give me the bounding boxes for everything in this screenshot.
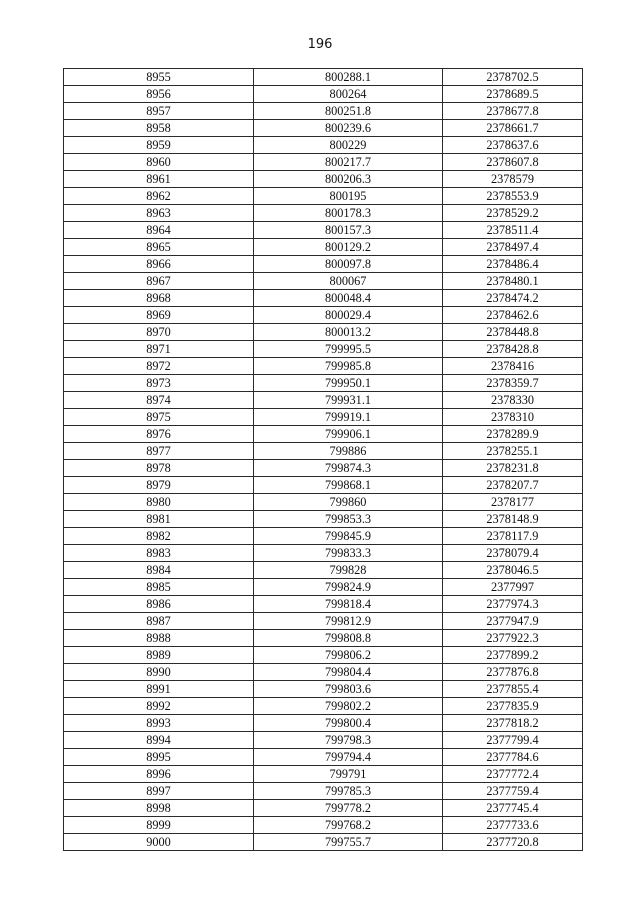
point-number-cell: 8955: [64, 69, 254, 86]
table-row: [64, 273, 583, 290]
x-coordinate-cell: 799812.9: [254, 613, 443, 630]
y-coordinate-cell: 2378231.8: [443, 460, 583, 477]
point-number-cell: 8957: [64, 103, 254, 120]
table-row: [64, 256, 583, 273]
point-number-cell: 8981: [64, 511, 254, 528]
y-coordinate-cell: 2378330: [443, 392, 583, 409]
x-coordinate-cell: 800097.8: [254, 256, 443, 273]
y-coordinate-cell: 2378359.7: [443, 375, 583, 392]
point-number-cell: 8983: [64, 545, 254, 562]
point-number-cell: 8972: [64, 358, 254, 375]
point-number-cell: 8985: [64, 579, 254, 596]
table-row: [64, 171, 583, 188]
table-row: [64, 528, 583, 545]
point-number-cell: 8986: [64, 596, 254, 613]
y-coordinate-cell: 2378255.1: [443, 443, 583, 460]
table-row: [64, 154, 583, 171]
y-coordinate-cell: 2378310: [443, 409, 583, 426]
table-row: [64, 443, 583, 460]
x-coordinate-cell: 800288.1: [254, 69, 443, 86]
point-number-cell: 8965: [64, 239, 254, 256]
table-row: [64, 120, 583, 137]
y-coordinate-cell: 2377835.9: [443, 698, 583, 715]
x-coordinate-cell: 799995.5: [254, 341, 443, 358]
x-coordinate-cell: 799828: [254, 562, 443, 579]
table-row: [64, 307, 583, 324]
table-row: [64, 562, 583, 579]
x-coordinate-cell: 799806.2: [254, 647, 443, 664]
x-coordinate-cell: 800129.2: [254, 239, 443, 256]
x-coordinate-cell: 799824.9: [254, 579, 443, 596]
table-row: [64, 681, 583, 698]
table-row: [64, 647, 583, 664]
point-number-cell: 8963: [64, 205, 254, 222]
y-coordinate-cell: 2378207.7: [443, 477, 583, 494]
point-number-cell: 8994: [64, 732, 254, 749]
x-coordinate-cell: 799794.4: [254, 749, 443, 766]
table-row: [64, 834, 583, 851]
y-coordinate-cell: 2378117.9: [443, 528, 583, 545]
point-number-cell: 8998: [64, 800, 254, 817]
table-row: [64, 392, 583, 409]
x-coordinate-cell: 799845.9: [254, 528, 443, 545]
x-coordinate-cell: 799755.7: [254, 834, 443, 851]
point-number-cell: 8988: [64, 630, 254, 647]
table-row: [64, 511, 583, 528]
point-number-cell: 8980: [64, 494, 254, 511]
point-number-cell: 8975: [64, 409, 254, 426]
y-coordinate-cell: 2378079.4: [443, 545, 583, 562]
x-coordinate-cell: 800067: [254, 273, 443, 290]
y-coordinate-cell: 2378177: [443, 494, 583, 511]
x-coordinate-cell: 800048.4: [254, 290, 443, 307]
y-coordinate-cell: 2377772.4: [443, 766, 583, 783]
y-coordinate-cell: 2378702.5: [443, 69, 583, 86]
table-body: [64, 69, 583, 851]
y-coordinate-cell: 2378661.7: [443, 120, 583, 137]
x-coordinate-cell: 800264: [254, 86, 443, 103]
point-number-cell: 8974: [64, 392, 254, 409]
y-coordinate-cell: 2377733.6: [443, 817, 583, 834]
table-row: [64, 86, 583, 103]
x-coordinate-cell: 799818.4: [254, 596, 443, 613]
y-coordinate-cell: 2378148.9: [443, 511, 583, 528]
table-row: [64, 766, 583, 783]
table-row: [64, 698, 583, 715]
table-row: [64, 596, 583, 613]
x-coordinate-cell: 800157.3: [254, 222, 443, 239]
table-row: [64, 324, 583, 341]
point-number-cell: 8977: [64, 443, 254, 460]
x-coordinate-cell: 799950.1: [254, 375, 443, 392]
y-coordinate-cell: 2378637.6: [443, 137, 583, 154]
y-coordinate-cell: 2378689.5: [443, 86, 583, 103]
coordinates-table: [63, 68, 583, 851]
point-number-cell: 8962: [64, 188, 254, 205]
y-coordinate-cell: 2377922.3: [443, 630, 583, 647]
y-coordinate-cell: 2377745.4: [443, 800, 583, 817]
x-coordinate-cell: 799808.8: [254, 630, 443, 647]
x-coordinate-cell: 799798.3: [254, 732, 443, 749]
table-row: [64, 69, 583, 86]
table-row: [64, 715, 583, 732]
point-number-cell: 8959: [64, 137, 254, 154]
table-row: [64, 545, 583, 562]
point-number-cell: 8982: [64, 528, 254, 545]
x-coordinate-cell: 799874.3: [254, 460, 443, 477]
table-row: [64, 341, 583, 358]
table-row: [64, 409, 583, 426]
y-coordinate-cell: 2377855.4: [443, 681, 583, 698]
x-coordinate-cell: 799868.1: [254, 477, 443, 494]
x-coordinate-cell: 800013.2: [254, 324, 443, 341]
point-number-cell: 8976: [64, 426, 254, 443]
point-number-cell: 8996: [64, 766, 254, 783]
x-coordinate-cell: 800206.3: [254, 171, 443, 188]
table-row: [64, 783, 583, 800]
y-coordinate-cell: 2377720.8: [443, 834, 583, 851]
table-row: [64, 222, 583, 239]
y-coordinate-cell: 2378497.4: [443, 239, 583, 256]
x-coordinate-cell: 799906.1: [254, 426, 443, 443]
y-coordinate-cell: 2377997: [443, 579, 583, 596]
table-row: [64, 749, 583, 766]
y-coordinate-cell: 2377899.2: [443, 647, 583, 664]
y-coordinate-cell: 2378289.9: [443, 426, 583, 443]
point-number-cell: 8997: [64, 783, 254, 800]
point-number-cell: 8973: [64, 375, 254, 392]
x-coordinate-cell: 799791: [254, 766, 443, 783]
x-coordinate-cell: 799804.4: [254, 664, 443, 681]
y-coordinate-cell: 2378046.5: [443, 562, 583, 579]
x-coordinate-cell: 799853.3: [254, 511, 443, 528]
point-number-cell: 8958: [64, 120, 254, 137]
point-number-cell: 8956: [64, 86, 254, 103]
y-coordinate-cell: 2377876.8: [443, 664, 583, 681]
x-coordinate-cell: 800178.3: [254, 205, 443, 222]
table-row: [64, 460, 583, 477]
y-coordinate-cell: 2377799.4: [443, 732, 583, 749]
point-number-cell: 8971: [64, 341, 254, 358]
point-number-cell: 8978: [64, 460, 254, 477]
point-number-cell: 8964: [64, 222, 254, 239]
table-row: [64, 239, 583, 256]
x-coordinate-cell: 799802.2: [254, 698, 443, 715]
point-number-cell: 8989: [64, 647, 254, 664]
point-number-cell: 8995: [64, 749, 254, 766]
x-coordinate-cell: 800239.6: [254, 120, 443, 137]
y-coordinate-cell: 2378480.1: [443, 273, 583, 290]
x-coordinate-cell: 799800.4: [254, 715, 443, 732]
y-coordinate-cell: 2378579: [443, 171, 583, 188]
y-coordinate-cell: 2378553.9: [443, 188, 583, 205]
y-coordinate-cell: 2377759.4: [443, 783, 583, 800]
table-row: [64, 375, 583, 392]
table-row: [64, 613, 583, 630]
x-coordinate-cell: 799985.8: [254, 358, 443, 375]
table-row: [64, 205, 583, 222]
point-number-cell: 8966: [64, 256, 254, 273]
y-coordinate-cell: 2378607.8: [443, 154, 583, 171]
x-coordinate-cell: 799803.6: [254, 681, 443, 698]
point-number-cell: 8967: [64, 273, 254, 290]
table-row: [64, 630, 583, 647]
y-coordinate-cell: 2378474.2: [443, 290, 583, 307]
point-number-cell: 8960: [64, 154, 254, 171]
y-coordinate-cell: 2378677.8: [443, 103, 583, 120]
y-coordinate-cell: 2377947.9: [443, 613, 583, 630]
table-row: [64, 426, 583, 443]
point-number-cell: 8991: [64, 681, 254, 698]
table-row: [64, 664, 583, 681]
table-row: [64, 137, 583, 154]
x-coordinate-cell: 799919.1: [254, 409, 443, 426]
table-row: [64, 290, 583, 307]
point-number-cell: 8961: [64, 171, 254, 188]
point-number-cell: 8968: [64, 290, 254, 307]
point-number-cell: 8999: [64, 817, 254, 834]
point-number-cell: 8990: [64, 664, 254, 681]
point-number-cell: 8993: [64, 715, 254, 732]
y-coordinate-cell: 2378416: [443, 358, 583, 375]
y-coordinate-cell: 2378511.4: [443, 222, 583, 239]
point-number-cell: 8969: [64, 307, 254, 324]
x-coordinate-cell: 799785.3: [254, 783, 443, 800]
page-number: 196: [307, 37, 333, 52]
y-coordinate-cell: 2378529.2: [443, 205, 583, 222]
table-row: [64, 477, 583, 494]
point-number-cell: 8979: [64, 477, 254, 494]
table-row: [64, 817, 583, 834]
point-number-cell: 8987: [64, 613, 254, 630]
table-row: [64, 732, 583, 749]
y-coordinate-cell: 2378428.8: [443, 341, 583, 358]
x-coordinate-cell: 800217.7: [254, 154, 443, 171]
y-coordinate-cell: 2377818.2: [443, 715, 583, 732]
x-coordinate-cell: 800195: [254, 188, 443, 205]
table-row: [64, 494, 583, 511]
y-coordinate-cell: 2377974.3: [443, 596, 583, 613]
table-row: [64, 579, 583, 596]
x-coordinate-cell: 799768.2: [254, 817, 443, 834]
x-coordinate-cell: 799931.1: [254, 392, 443, 409]
point-number-cell: 8992: [64, 698, 254, 715]
point-number-cell: 8970: [64, 324, 254, 341]
table-row: [64, 800, 583, 817]
y-coordinate-cell: 2378462.6: [443, 307, 583, 324]
table-row: [64, 103, 583, 120]
x-coordinate-cell: 799778.2: [254, 800, 443, 817]
table-row: [64, 188, 583, 205]
x-coordinate-cell: 800229: [254, 137, 443, 154]
x-coordinate-cell: 800251.8: [254, 103, 443, 120]
x-coordinate-cell: 799860: [254, 494, 443, 511]
table-row: [64, 358, 583, 375]
point-number-cell: 8984: [64, 562, 254, 579]
y-coordinate-cell: 2378448.8: [443, 324, 583, 341]
y-coordinate-cell: 2377784.6: [443, 749, 583, 766]
x-coordinate-cell: 799833.3: [254, 545, 443, 562]
point-number-cell: 9000: [64, 834, 254, 851]
y-coordinate-cell: 2378486.4: [443, 256, 583, 273]
x-coordinate-cell: 800029.4: [254, 307, 443, 324]
x-coordinate-cell: 799886: [254, 443, 443, 460]
